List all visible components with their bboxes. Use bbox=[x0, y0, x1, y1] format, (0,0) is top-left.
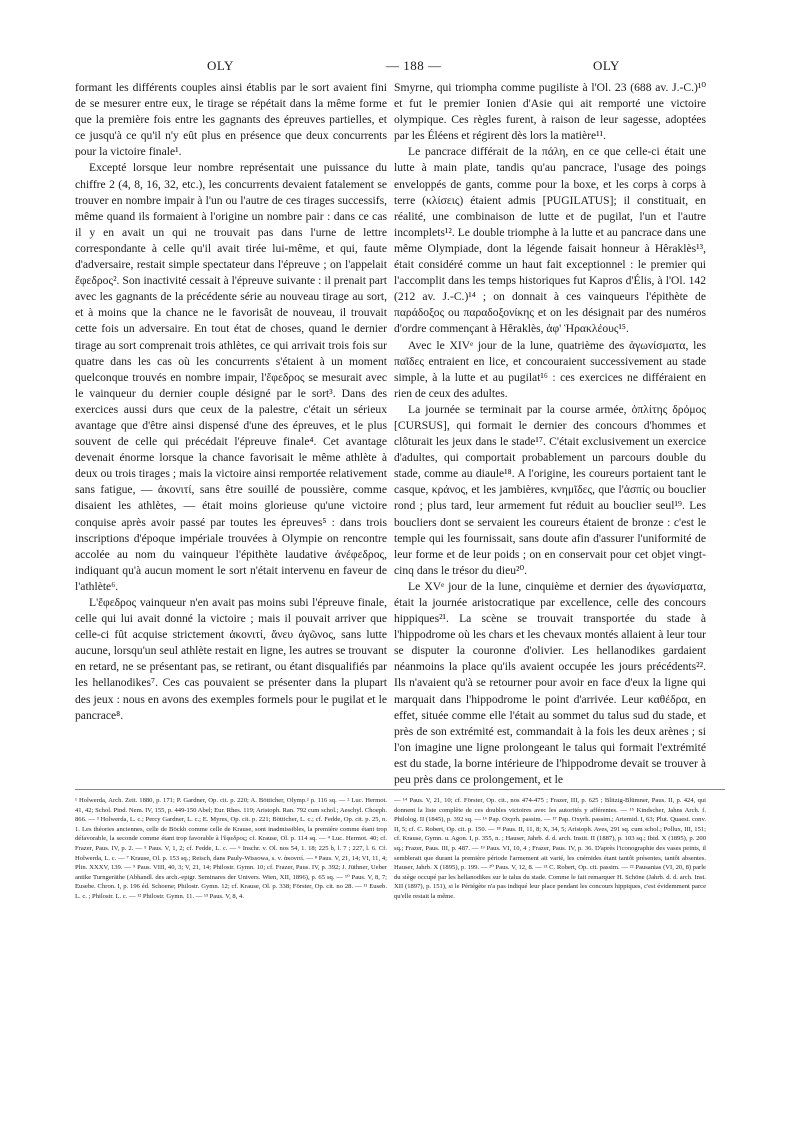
footnotes-right: — ¹⁴ Paus. V, 21, 10; cf. Förster, Op. cit., nos 474-475 ; Frazer, III, p. 625 ; Blitzig-Blümner, Paus. II, p. 424, qui donnent la liste complète de ces doubles victoires avec les autorités y afférentes. — ¹⁵ Kindscher, Jahns Arch. f. Philolog. II (1845), p. 392 sq. — ¹⁶ Pap. Oxyrh. passim. — ¹⁷ Pap. Oxyrh. passim.; Artemid. I, 63; Plut. Quaest. conv. II, 5; cf. C. Robert, Op. cit. p. 150. — ¹⁸ Paus. II, 11, 8; X, 34, 5; Aristoph. Aves, 291 sq. cum schol.; Pollux, III, 151; cf. Krause, Gymn. u. Agon. I, p. 355, n. ; Hauser, Jahrb. d. d. arch. Instit. II (1887), p. 103 sq.; Ibid. X (1895), p. 200 sq.; Frazer, Paus. III, p. 487. — ¹⁹ Paus. VI, 10, 4 ; Frazer, Paus. IV, p. 36. D'après l'iconographie des vases peints, il semblerait que durant la première période l'armement ait varié, les cnémides étant tantôt présentes, tantôt absentes. Hauser, Jahrb. X (1895), p. 199. — ²⁰ Paus. V, 12, 8. — ²¹ C. Robert, Op. cit. passim. — ²² Pausanias (VI, 20, 8) parle du siège occupé par les hellanodikes sur le talus du stade. Comme le fait remarquer H. Schöne (Jahrb. d. d. arch. Inst. XII (1897), p. 151), si le Périégète n'a pas indiqué leur place pendant les concours hippiques, c'est évidemment parce qu'elle restait la même. bbox=[394, 797, 706, 900]
header-left-title: OLY bbox=[207, 58, 234, 73]
running-header bbox=[75, 58, 725, 78]
paragraph: formant les différents couples ainsi établis par le sort avaient fini de se mesurer entre eux, le tirage se répétait dans la même forme que la première fois entre les gagnants des épreuves partielles, et ce jusqu'à ce qu'il n'y eût plus en présence que deux concurrents pour la victoire finale¹. bbox=[75, 81, 387, 159]
paragraph: Avec le XIVᵉ jour de la lune, quatrième des ἀγωνίσματα, les παῖδες entraient en lice, et concouraient successivement au stade simple, à la lutte et au pugilat¹⁶ : ces exercices ne différaient en rien de ceux des adultes. bbox=[394, 338, 706, 400]
paragraph: Le pancrace différait de la πάλη, en ce que celle-ci était une lutte à main plate, tandis qu'au pancrace, l'usage des poings enveloppés de gants, comme pour la boxe, et les corps à corps à terre (κλίσεις) étaient admis [PUGILATUS]; il constituait, en réalité, une combinaison de lutte et de pugilat, l'un et l'autre incomplets¹². Le double triomphe à la lutte et au pancrace dans une même Olympiade, dont la légende faisait honneur à Hêraklès¹³, était considéré comme un haut fait exceptionnel : le premier qui l'accomplit dans les temps historiques fut Kapros d'Élis, à l'Ol. 142 (212 av. J.-C.)¹⁴ ; on donnait à ces vainqueurs l'épithète de παράδοξος ou παραδοξονίκης et on les désignait par des numéros d'ordre commençant à Hêraklès, ἀφ' Ἡρακλέους¹⁵. bbox=[394, 145, 706, 336]
header-right-title: OLY bbox=[593, 58, 620, 73]
footnotes-left: ¹ Holwerda, Arch. Zeit. 1880, p. 171; P. Gardner, Op. cit. p. 220; A. Bötticher, Olymp.² p. 116 sq. — ² Luc. Hermot. 41, 42; Schol. Pind. Nem. IV, 155, p. 449-150 Abel; Eur. Rhes. 119; Aristoph. Ran. 792 cum schol.; Aeschyl. Choeph. 866. — ³ Holwerda, L. c.; Percy Gardner, L. c.; E. Myres, Op. cit. p. 221; Bötticher, L. c.; cf. Fedde, Op. cit. p. 25, n. 1. Les théories anciennes, celle de Böckh comme celle de Krause, sont inadmissibles, la première comme étant trop défavorable, la seconde comme étant trop favorable à l'ἔφεδρος; cf. Krause, Ol. p. 114 sq. — ⁴ Luc. Hermot. 40; cf. Frazer, Paus. IV, p. 2. — ⁵ Paus. V, 1, 2; cf. Fedde, L. c. — ⁶ Inschr. v. Ol. nos 54, 1. 18; 225 b, l. 7 ; 227, l. 6. Cf. Holwerda, L. c. — ⁷ Krause, Ol. p. 153 sq.; Reisch, dans Pauly-Wissowa, s. v. ἀκονιτί. — ⁸ Paus. V, 21, 14; VI, 11, 4; Plin. XXXV, 139. — ⁹ Paus. VIII, 40, 3; V, 21, 14; Philostr. Gymn. 10; cf. Frazer, Paus. IV, p. 392; J. Jüthner, Ueber antike Turngeräthe (Abhandl. des arch.-epigr. Seminares der Univers. Wien, XII, 1896), p. 65 sq. — ¹⁰ Paus. V, 8, 7; Eusebe. Chron. I, p. 196 éd. Schoene; Philostr. Gymn. 12; cf. Krause, Ol. p. 338; Förster, Op. cit. no 28. — ¹¹ Euseb. L. c. ; Philostr. L. c. — ¹² Philostr. Gymn. 11. — ¹³ Paus. V, 8, 4. bbox=[75, 797, 387, 900]
right-text-column bbox=[394, 80, 706, 838]
paragraph: La journée se terminait par la course armée, ὁπλίτης δρόμος [CURSUS], qui formait le dernier des concours d'hommes et clôturait les jeux dans le stade¹⁷. C'était exclusivement un exercice d'adultes, qui comportait probablement un parcours double du stade, comme au diaule¹⁸. A l'origine, les coureurs portaient tant le casque, κράνος, et les jambières, κνημῖδες, que l'ἀσπίς ou bouclier rond ; plus tard, leur armement fut réduit au bouclier seul¹⁹. Les boucliers dont se servaient les coureurs étaient de bronze : c'est le temple qui les fournissait, sans doute afin d'assurer l'uniformité de leur forme et de leur poids ; on en conservait pour cet objet vingt-cinq dans le trésor du dieu²⁰. bbox=[394, 402, 706, 577]
footnote-separator bbox=[75, 789, 725, 790]
left-text-column bbox=[75, 80, 387, 724]
paragraph: Le XVᵉ jour de la lune, cinquième et dernier des ἀγωνίσματα, était la journée aristocratique par excellence, celle des concours hippiques²¹. La scène se trouvait transportée du stade à l'hippodrome où les chars et les chevaux montés allaient à leur tour se disputer la couronne d'olivier. Les hellanodikes gardaient néanmoins la place qu'ils avaient occupée les jours précédents²². Ils n'avaient qu'à se retourner pour avoir en face d'eux la ligne qui marquait dans l'hippodrome le point d'arrivée. Leur καθέδρα, en effet, située comme elle l'était au sommet du talus sud du stade, et près de son extrémité est, commandait à la fois les deux arènes ; si l'on imagine une ligne prolongeant le talus qui formait l'extrémité est du stade, la borne intérieure de l'hippodrome devait se trouver à peu près dans ce prolongement, et le bbox=[394, 579, 706, 787]
page-number: — 188 — bbox=[386, 58, 442, 73]
paragraph: Excepté lorsque leur nombre représentait une puissance du chiffre 2 (4, 8, 16, 32, etc.), les concurrents devaient fatalement se trouver en nombre impair à l'un ou l'autre de ces tirages successifs, même quand ils formaient à l'origine un nombre pair : dans ce cas il y en avait un qui ne trouvait pas dans l'urne de lettre correspondante à celle qu'il avait tirée lui-même, et qui, faute d'adversaire, restait simple spectateur dans l'épreuve ; on l'appelait ἔφεδρος². Son inactivité cessait à l'épreuve suivante : il prenait part avec les gagnants de la précédente série au nouveau tirage au sort, et à moins que la chance ne le favorisât de nouveau, il trouvait cette fois un adversaire. En tout état de choses, quand le dernier tirage au sort comprenait trois athlètes, ce qui arrivait trois fois sur quatre dans les cas où les concurrents s'étaient à un moment quelconque trouvés en nombre impair, l'ἔφεδρος se mesurait avec le vainqueur du dernier couple désigné par le sort³. Dans des exercices aussi durs que ceux de la palestre, c'était un sérieux avantage que d'être ainsi dispensé d'une des épreuves, et le plus souvent de celle qui précédait l'épreuve finale⁴. Cet avantage devenait énorme lorsque la chance favorisait le même athlète à deux ou trois tirages ; mais la victoire ainsi remportée relativement sans fatigue, — ἀκονιτί, sans être souillé de poussière, comme disaient les athlètes, — était moins glorieuse qu'une victoire conquise après avoir passé par toutes les épreuves⁵ : dans trois inscriptions d'époque impériale trouvées à Olympie on rencontre accolée au nom du vainqueur l'épithète laudative ἀνέφεδρος, indiquant qu'à aucun moment le sort n'était intervenu en faveur de l'athlète⁶. bbox=[75, 161, 387, 593]
paragraph: Smyrne, qui triompha comme pugiliste à l'Ol. 23 (688 av. J.-C.)¹⁰ et fut le premier Ionien d'Asie qui ait remporté une victoire olympique. Ces règles furent, à raison de leur sagesse, adoptées par les Éléens et régirent dès lors la matière¹¹. bbox=[394, 81, 706, 143]
paragraph: L'ἔφεδρος vainqueur n'en avait pas moins subi l'épreuve finale, celle qui lui avait donné la victoire ; mais il pouvait arriver que celle-ci fût acquise strictement ἀκονιτί, ἄνευ ἀγῶνος, sans lutte aucune, lorsqu'un seul athlète restait en ligne, les autres se trouvant en retard, ne se présentant pas, se retirant, ou étant disqualifiés par les hellanodikes⁷. Ces cas pouvaient se présenter dans la plupart des jeux : nous en avons des exemples formels pour le pugilat et le pancrace⁸. bbox=[75, 596, 387, 722]
